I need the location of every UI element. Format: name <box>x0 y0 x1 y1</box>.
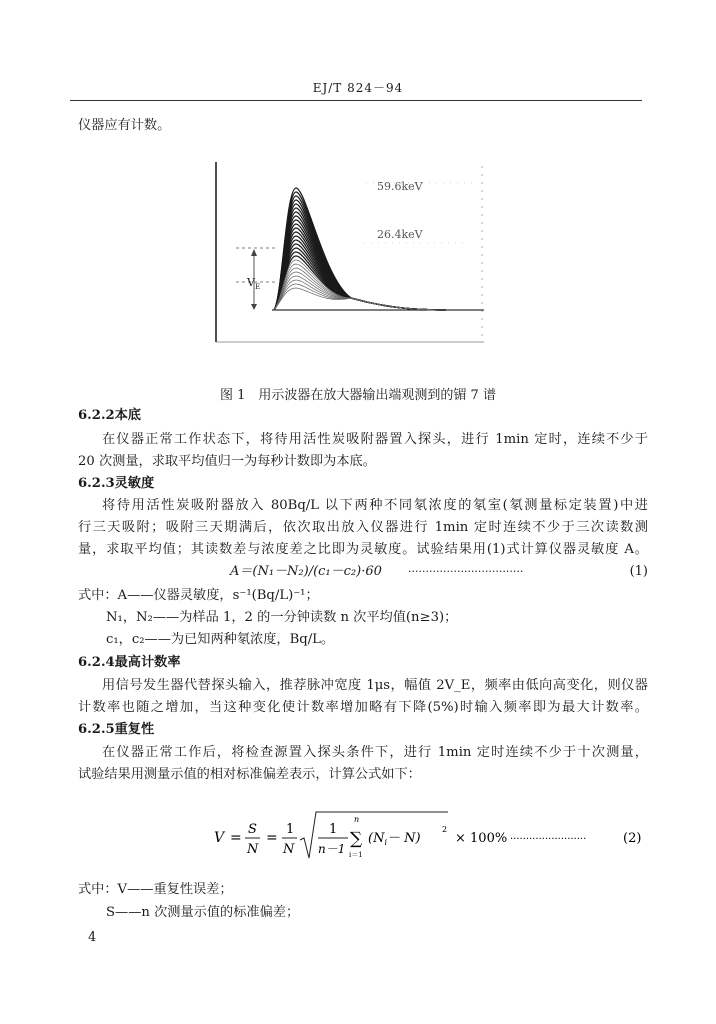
section-number: 6.2.2 <box>78 408 115 423</box>
where-2-a: 式中：V——重复性误差； <box>78 882 233 897</box>
formula-2-frac2-num: 1 <box>286 822 295 837</box>
formula-2-number: (2) <box>623 831 642 846</box>
s624-para-line-1: 用信号发生器代替探头输入，推荐脉冲宽度 1μs，幅值 2V_E，频率由低向高变化，则仪器 <box>102 678 648 693</box>
peak-label-59: 59.6keV <box>377 180 423 193</box>
spectrum-trace <box>274 288 446 310</box>
s622-para-line-1: 在仪器正常工作状态下，将待用活性炭吸附器置入探头，进行 1min 定时，连续不少于 <box>102 432 648 447</box>
s623-para-line-1: 将待用活性炭吸附器放入 80Bq/L 以下两种不同氡浓度的氡室(氡测量标定装置)中进 <box>102 498 648 513</box>
formula-2-sum-sign: ∑ <box>350 829 363 849</box>
s625-para-line-1: 在仪器正常工作后，将检查源置入探头条件下，进行 1min 定时连续不少于十次测量， <box>102 745 648 760</box>
formula-2-leader: ························ <box>510 834 587 845</box>
intro-line: 仪器应有计数。 <box>78 118 171 133</box>
s623-para-line-2: 行三天吸附；吸附三天期满后，依次取出放入仪器进行 1min 定时连续不少于三次读数测 <box>78 520 648 535</box>
figure-1-caption: 图 1 用示波器在放大器输出端观测到的镅 7 谱 <box>220 388 496 403</box>
header-rule <box>70 100 642 101</box>
page-number: 4 <box>88 930 97 945</box>
formula-2-sum-top: n <box>354 815 360 824</box>
formula-2-lhs: V <box>214 830 225 846</box>
section-6-2-3-heading <box>78 474 648 494</box>
section-number: 6.2.3 <box>78 476 115 491</box>
section-6-2-2-heading <box>78 406 648 426</box>
formula-2-eq1: = <box>230 830 242 846</box>
section-title: 重复性 <box>114 722 155 737</box>
document-code-header: EJ/T 824－94 <box>312 81 404 95</box>
spectrum-trace <box>274 256 446 310</box>
section-title: 灵敏度 <box>114 476 155 491</box>
s622-para-line-2: 20 次测量，求取平均值归一为每秒计数即为本底。 <box>78 454 376 469</box>
formula-2-tail: × 100% <box>455 831 508 846</box>
figure-1-oscilloscope <box>214 158 504 348</box>
formula-2-term: $(N_i- N)$ <box>368 831 421 847</box>
ve-label: $V_E$ <box>247 276 261 291</box>
spectrum-trace <box>274 284 446 310</box>
formula-1: A＝(N₁－N₂)/(c₁－c₂)·60 <box>230 564 382 579</box>
formula-2-term-sup: 2 <box>442 825 448 834</box>
formula-2-frac3-num: 1 <box>329 822 338 837</box>
where-1-b: N₁，N₂——为样品 1，2 的一分钟读数 n 次平均值(n≥3)； <box>106 610 458 625</box>
s623-para-line-3: 量，求取平均值；其读数差与浓度差之比即为灵敏度。试验结果用(1)式计算仪器灵敏度 A。 <box>78 542 648 557</box>
spectrum-trace <box>274 272 446 310</box>
formula-2-sum-bottom: i＝1 <box>349 851 363 859</box>
where-1-a: 式中：A——仪器灵敏度，s⁻¹(Bq/L)⁻¹； <box>78 588 319 603</box>
formula-2-frac2-den: N <box>283 842 295 857</box>
spectrum-trace <box>274 264 446 310</box>
spectrum-trace <box>274 232 446 310</box>
ve-arrow-head-top <box>251 249 257 256</box>
spectrum-curves <box>274 188 446 310</box>
spectrum-trace <box>274 192 446 310</box>
spectrum-trace <box>274 200 446 310</box>
formula-2-frac3-den: n－1 <box>318 842 346 856</box>
section-title: 本底 <box>114 408 141 423</box>
section-number: 6.2.4 <box>78 655 115 670</box>
peak-label-26: 26.4keV <box>377 228 423 241</box>
formula-2-frac1-num: S <box>248 822 257 837</box>
section-6-2-4-heading <box>78 653 648 673</box>
where-1-c: c₁，c₂——为已知两种氡浓度，Bq/L。 <box>106 632 335 647</box>
where-2-b: S——n 次测量示值的标准偏差； <box>106 905 300 920</box>
s625-para-line-2: 试验结果用测量示值的相对标准偏差表示，计算公式如下： <box>78 767 421 782</box>
formula-2-frac1-den: N <box>247 842 259 857</box>
s624-para-line-2: 计数率也随之增加，当这种变化使计数率增加略有下降(5%)时输入频率即为最大计数率。 <box>78 700 648 715</box>
section-title: 最高计数率 <box>114 655 181 670</box>
section-6-2-5-heading <box>78 720 648 740</box>
formula-2 <box>210 808 650 866</box>
section-number: 6.2.5 <box>78 722 115 737</box>
formula-1-number: (1) <box>629 564 648 579</box>
formula-1-leader: ································· <box>408 565 524 578</box>
ve-arrow-head-bottom <box>251 304 257 310</box>
formula-2-eq2: = <box>266 830 278 846</box>
